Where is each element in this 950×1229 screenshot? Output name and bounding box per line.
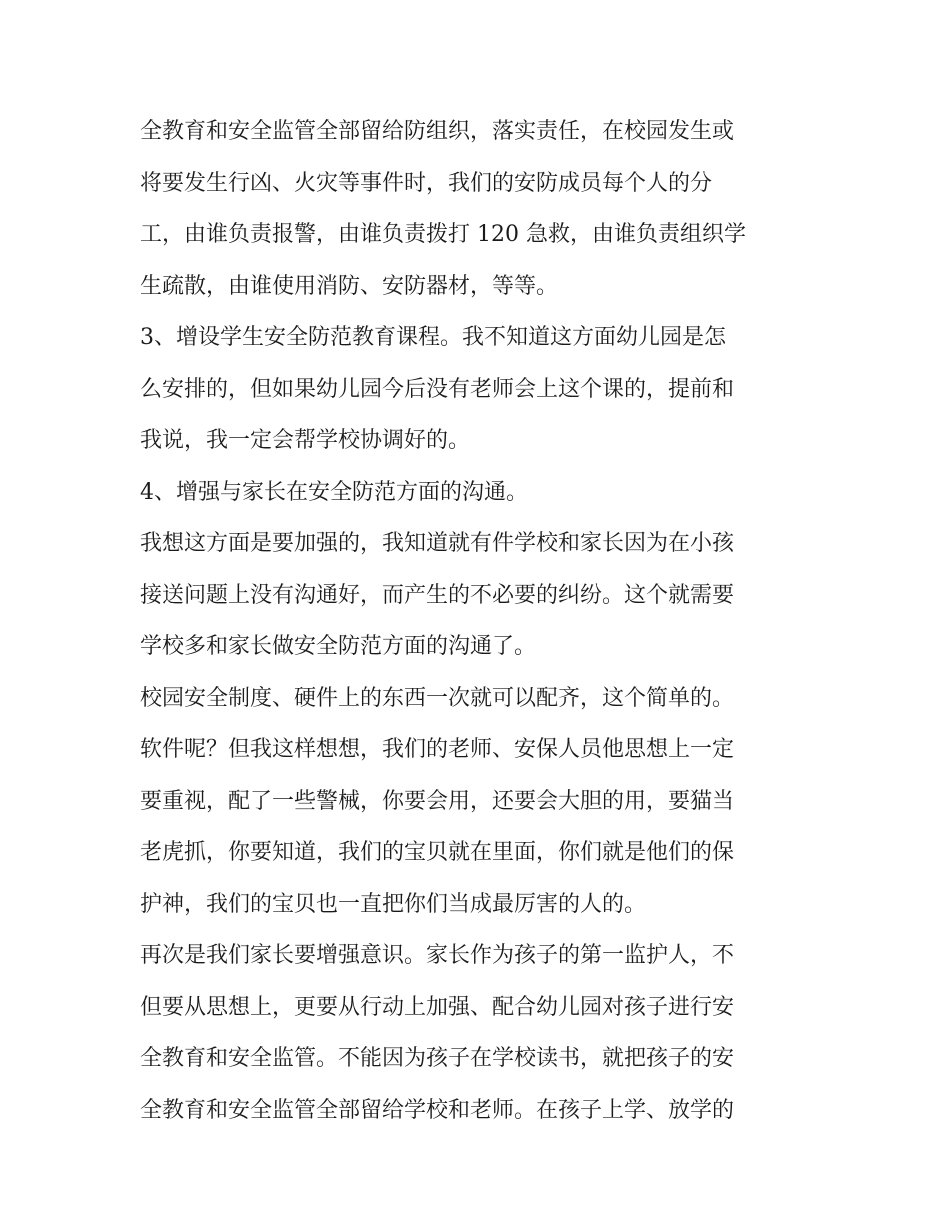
text-line: 校园安全制度、硬件上的东西一次就可以配齐，这个简单的。 (140, 685, 735, 711)
text-line: 但要从思想上，更要从行动上加强、配合幼儿园对孩子进行安 (140, 994, 735, 1020)
document-body (140, 106, 820, 1136)
text-line: 4、增强与家长在安全防范方面的沟通。 (140, 479, 528, 505)
text-line: 全教育和安全监管全部留给学校和老师。在孩子上学、放学的 (140, 1097, 735, 1123)
text-line: 3、增设学生安全防范教育课程。我不知道这方面幼儿园是怎 (140, 325, 726, 350)
text-line: 老虎抓，你要知道，我们的宝贝就在里面，你们就是他们的保 (140, 840, 735, 865)
text-line: 要重视，配了一些警械，你要会用，还要会大胆的用，要猫当 (140, 788, 735, 814)
text-line: 么安排的，但如果幼儿园今后没有老师会上这个课的，提前和 (140, 376, 735, 402)
text-line: 再次是我们家长要增强意识。家长作为孩子的第一监护人，不 (140, 943, 735, 968)
text-line: 我想这方面是要加强的，我知道就有件学校和家长因为在小孩 (140, 531, 735, 556)
text-line: 接送问题上没有沟通好，而产生的不必要的纠纷。这个就需要 (140, 582, 735, 608)
text-line: 生疏散，由谁使用消防、安防器材，等等。 (140, 273, 559, 299)
text-line: 我说，我一定会帮学校协调好的。 (140, 428, 471, 453)
text-line: 工，由谁负责报警，由谁负责拨打 120 急救，由谁负责组织学 (140, 222, 746, 247)
text-line: 学校多和家长做安全防范方面的沟通了。 (140, 634, 537, 659)
text-line: 软件呢？但我这样想想，我们的老师、安保人员他思想上一定 (140, 737, 735, 762)
text-line: 全教育和安全监管。不能因为孩子在学校读书，就把孩子的安 (140, 1046, 735, 1071)
text-line: 将要发生行凶、火灾等事件时，我们的安防成员每个人的分 (140, 170, 713, 196)
text-line: 全教育和安全监管全部留给防组织，落实责任，在校园发生或 (140, 119, 735, 144)
text-line: 护神，我们的宝贝也一直把你们当成最厉害的人的。 (140, 891, 647, 917)
